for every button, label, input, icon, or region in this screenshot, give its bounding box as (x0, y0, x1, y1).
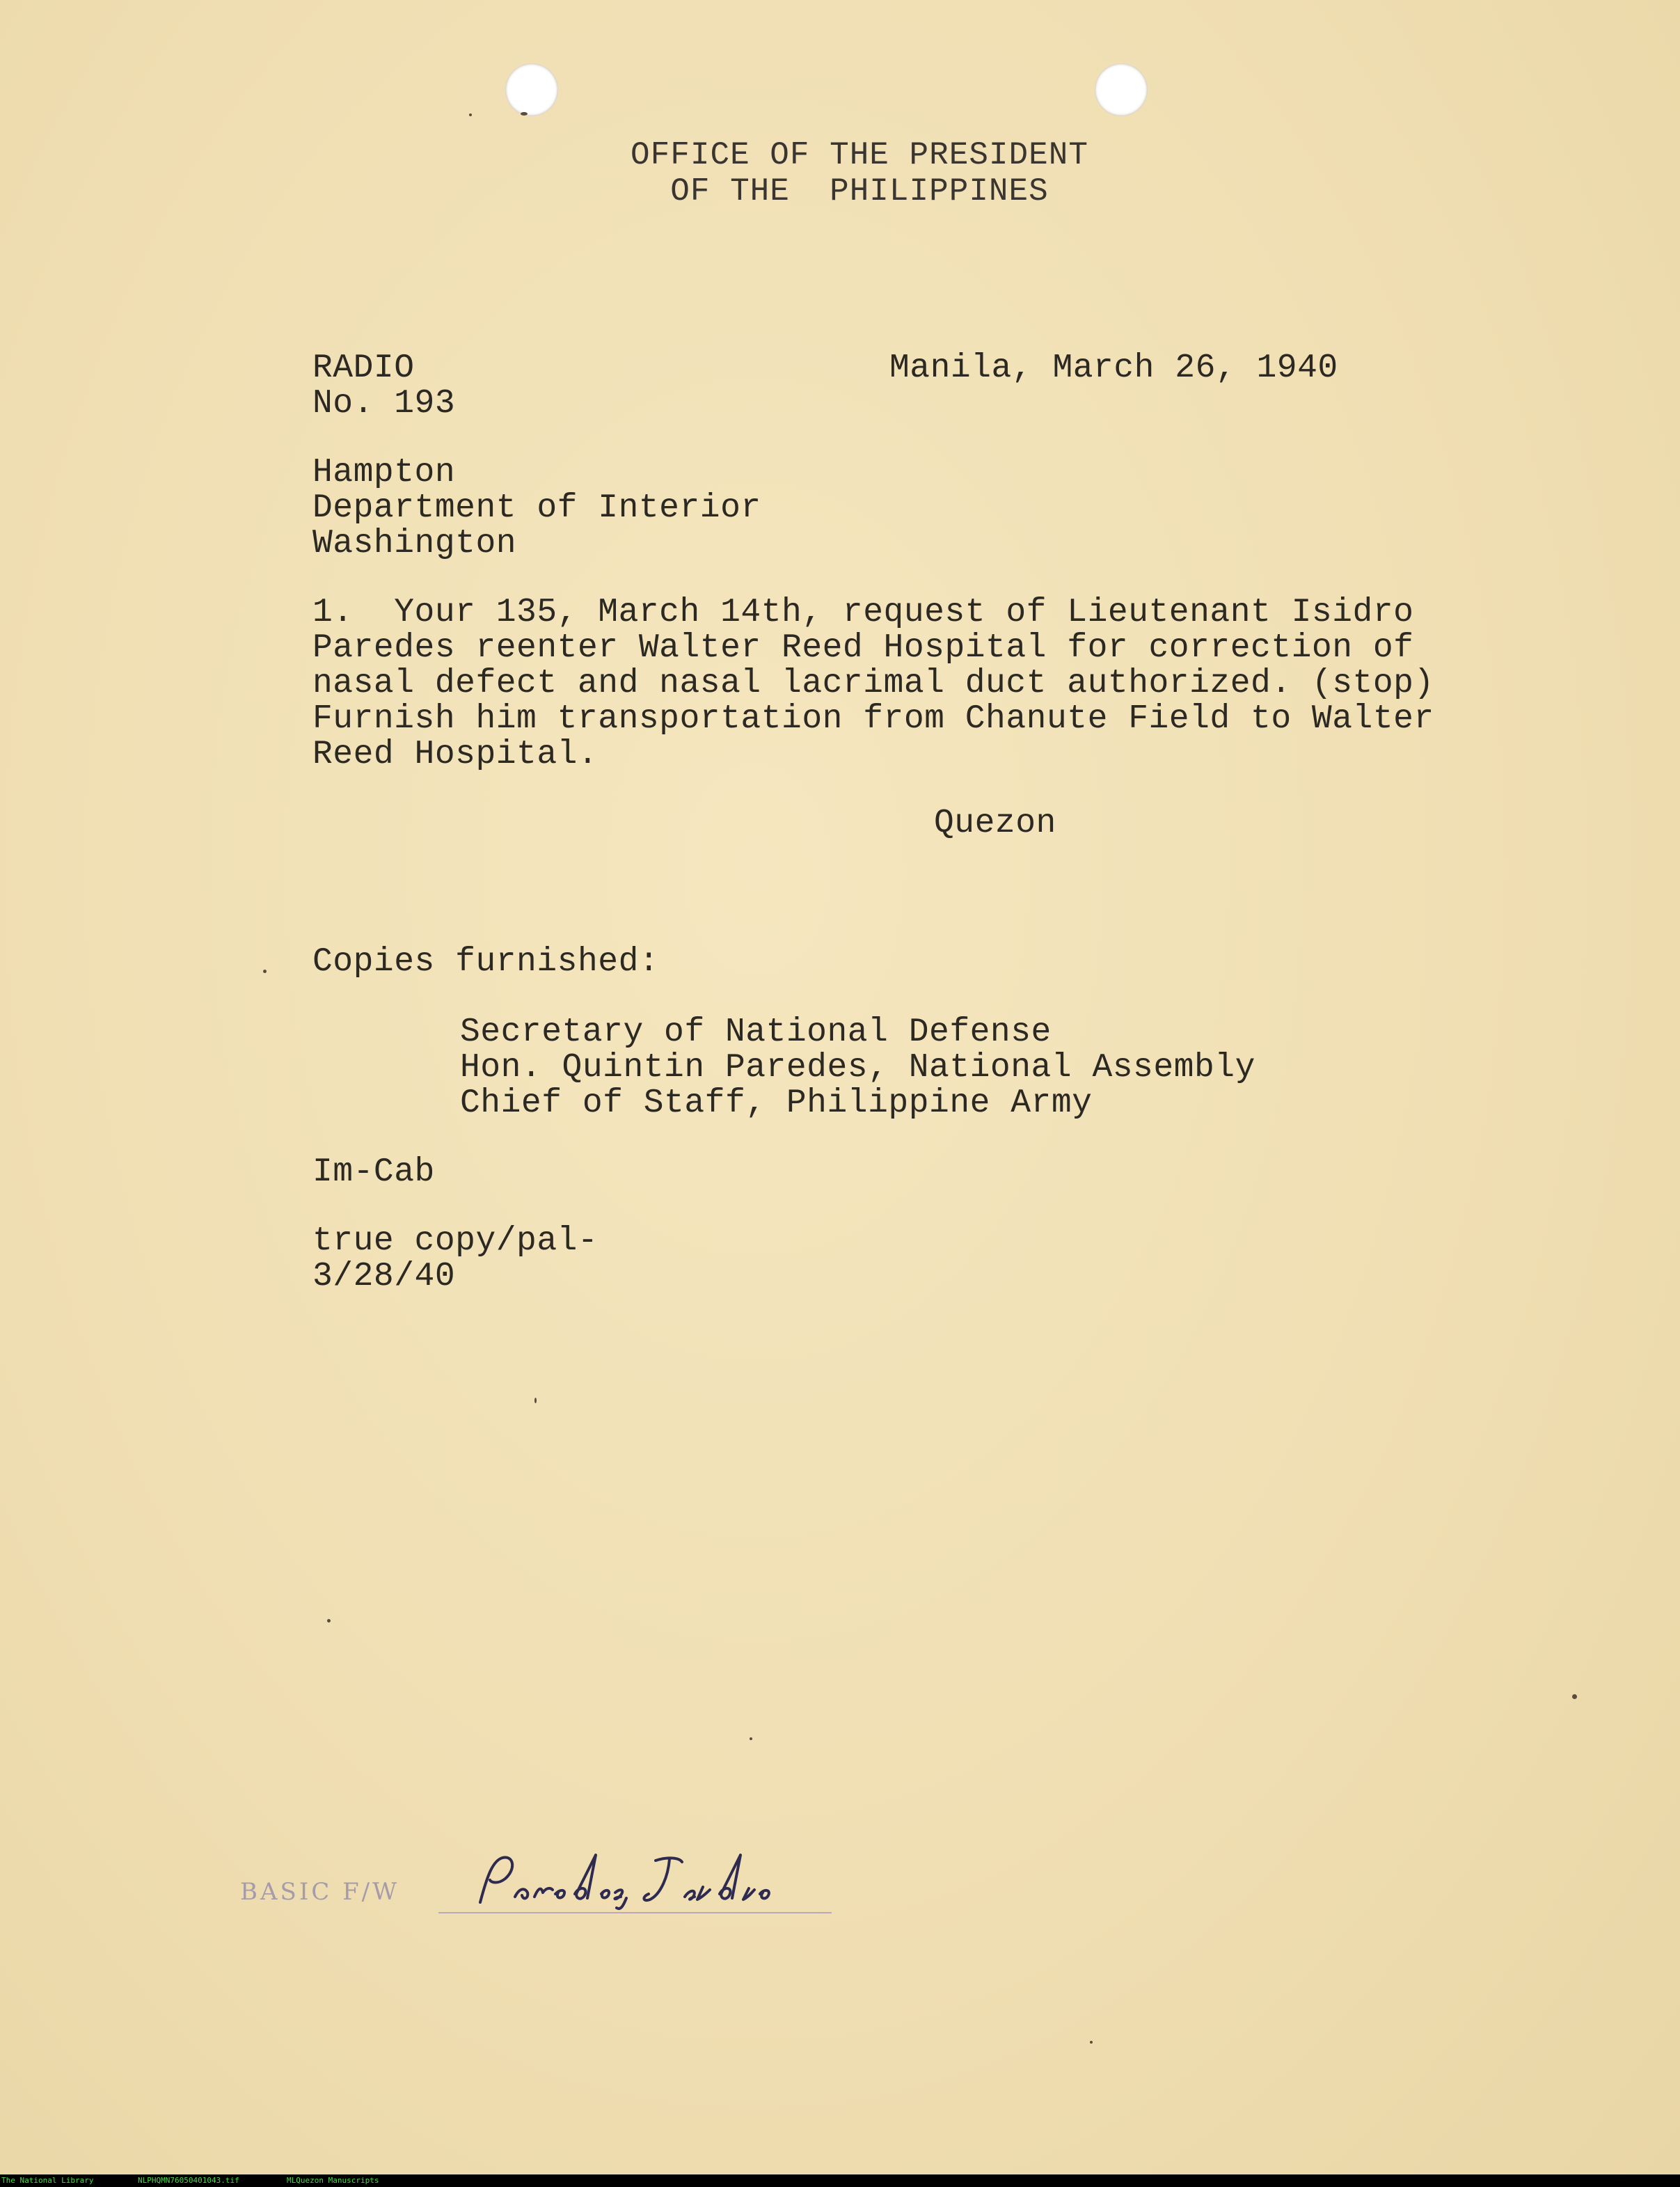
letterhead-line-1: OFFICE OF THE PRESIDENT (631, 137, 1088, 173)
paper-speck (263, 970, 267, 973)
body-line: Paredes reenter Walter Reed Hospital for correction of (312, 629, 1414, 667)
footer-file-name: NLPHQMN76050401043.tif (138, 2176, 239, 2185)
paper-speck (1090, 2041, 1093, 2044)
copy-recipient: Hon. Quintin Paredes, National Assembly (460, 1049, 1255, 1087)
body-line: Reed Hospital. (312, 736, 599, 773)
copy-recipient: Secretary of National Defense (460, 1013, 1052, 1051)
handwritten-file-name (473, 1848, 807, 1911)
letterhead-line-2: OF THE PHILIPPINES (670, 173, 1049, 210)
footer-library: The National Library (1, 2176, 94, 2185)
place-date: Manila, March 26, 1940 (889, 349, 1338, 387)
typist-initials: Im-Cab (312, 1153, 435, 1191)
paper-speck (750, 1737, 752, 1740)
addressee-city: Washington (312, 525, 517, 562)
paper-speck (534, 1398, 537, 1403)
addressee-department: Department of Interior (312, 489, 761, 527)
body-line: 1. Your 135, March 14th, request of Lieutenant Isidro (312, 594, 1414, 631)
footer-collection: MLQuezon Manuscripts (287, 2176, 379, 2185)
message-number: No. 193 (312, 385, 456, 423)
paper-speck (521, 112, 528, 116)
sender-name: Quezon (934, 805, 1056, 842)
paper-speck (469, 113, 472, 116)
paper-speck (1572, 1694, 1577, 1699)
archive-footer (0, 2174, 1680, 2187)
copies-heading: Copies furnished: (312, 943, 660, 981)
true-copy-date: 3/28/40 (312, 1258, 456, 1295)
filing-stamp: BASIC F/W (240, 1878, 400, 1906)
addressee-name: Hampton (312, 454, 456, 491)
punch-hole-left (505, 63, 558, 116)
body-line: nasal defect and nasal lacrimal duct authorized. (stop) (312, 665, 1434, 702)
message-type: RADIO (312, 349, 415, 387)
punch-hole-right (1095, 63, 1148, 116)
stamp-underline (438, 1912, 832, 1913)
paper-speck (327, 1619, 331, 1623)
body-line: Furnish him transportation from Chanute Field to Walter (312, 700, 1434, 738)
true-copy-note: true copy/pal- (312, 1222, 599, 1260)
copy-recipient: Chief of Staff, Philippine Army (460, 1084, 1093, 1122)
